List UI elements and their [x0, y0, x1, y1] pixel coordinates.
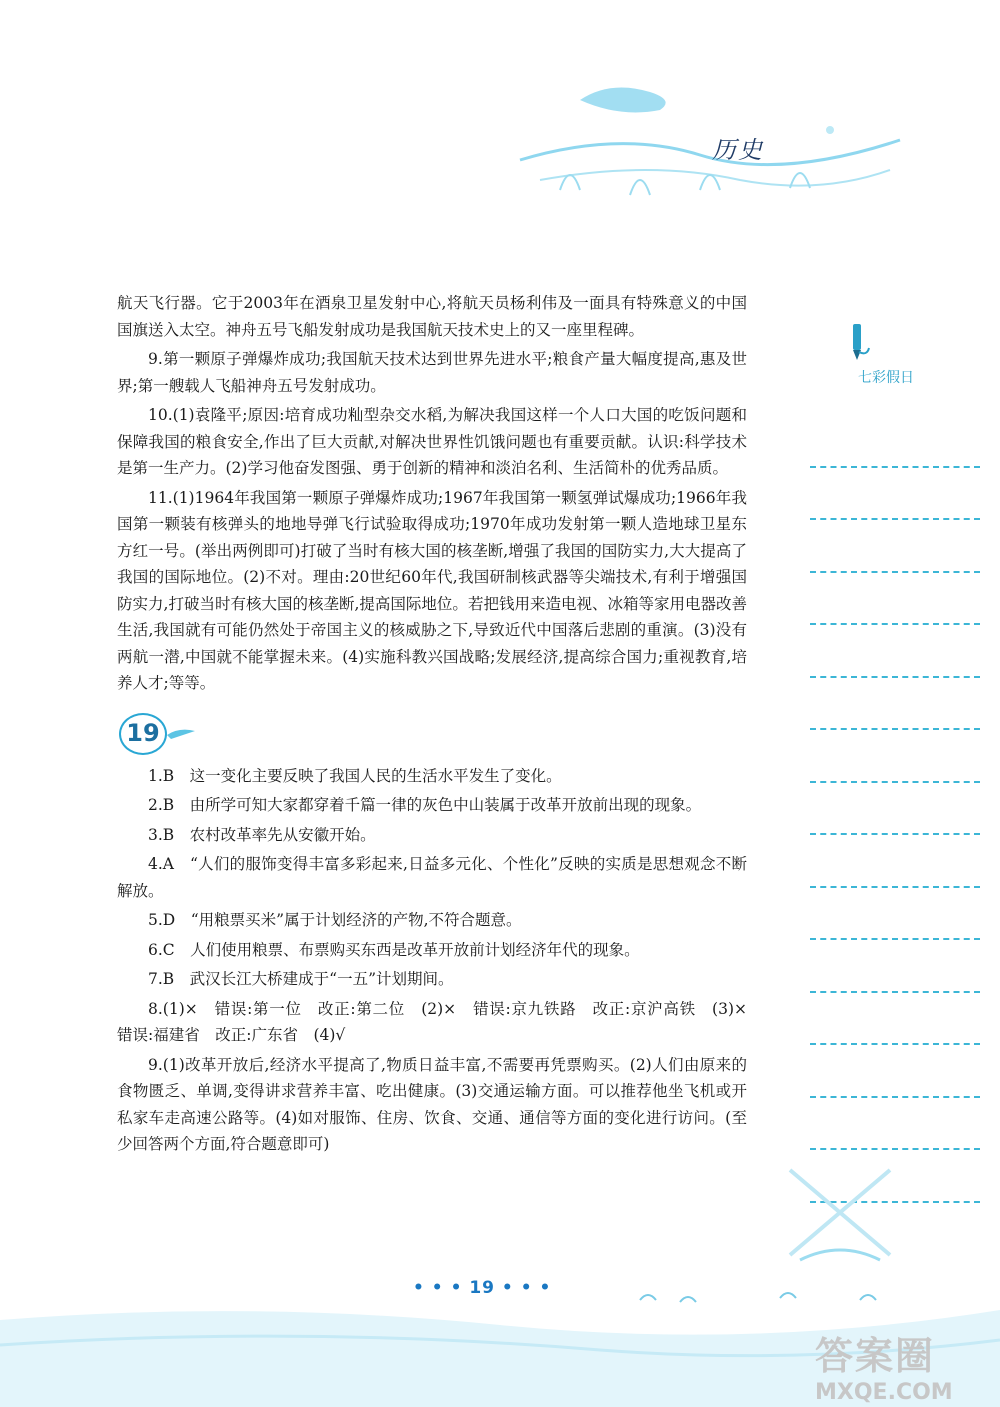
note-line	[810, 415, 980, 468]
note-line	[810, 468, 980, 521]
paragraph-continued: 航天飞行器。它于2003年在酒泉卫星发射中心,将航天员杨利伟及一面具有特殊意义的中国国旗送入太空。神舟五号飞船发射成功是我国航天技术史上的又一座里程碑。	[117, 294, 747, 339]
note-lines	[810, 415, 980, 1203]
note-line	[810, 993, 980, 1046]
note-line	[810, 888, 980, 941]
watermark	[815, 1325, 995, 1405]
answer-item: 4.A “人们的服饰变得丰富多彩起来,日益多元化、个性化”反映的实质是思想观念不断解放。	[117, 855, 747, 900]
corner-decoration	[780, 1160, 900, 1270]
watermark-url: MXQE.COM	[815, 1380, 953, 1405]
note-line	[810, 625, 980, 678]
note-line	[810, 1045, 980, 1098]
note-line	[810, 1098, 980, 1151]
page-number: • • • 19 • • •	[413, 1278, 552, 1298]
section-19-badge	[119, 713, 747, 755]
answer-item: 5.D “用粮票买米”属于计划经济的产物,不符合题意。	[148, 911, 522, 929]
note-line	[810, 940, 980, 993]
watermark-title: 答案圈	[815, 1334, 936, 1378]
answer-item: 7.B 武汉长江大桥建成于“一五”计划期间。	[148, 970, 454, 988]
note-line	[810, 573, 980, 626]
answer-item: 6.C 人们使用粮票、布票购买东西是改革开放前计划经济年代的现象。	[148, 940, 640, 959]
note-line	[810, 520, 980, 573]
answer-item: 1.B 这一变化主要反映了我国人民的生活水平发生了变化。	[148, 766, 562, 785]
pencil-icon	[845, 322, 871, 362]
answer-item: 9.(1)改革开放后,经济水平提高了,物质日益丰富,不需要再凭票购买。(2)人们由原来的食物匮乏、单调,变得讲求营养丰富、吃出健康。(3)交通运输方面。可以推荐他坐飞机或开私家车走高速公路等。(4)如对服饰、住房、饮食、交通、通信等方面的变化进行访问。(至少回答两个方面,符合题意即可)	[117, 1055, 747, 1153]
answer-10: 10.(1)袁隆平;原因:培育成功籼型杂交水稻,为解决我国这样一个人口大国的吃饭问题和保障我国的粮食安全,作出了巨大贡献,对解决世界性饥饿问题也有重要贡献。认识:科学技术是第一生产力。(2)学习他奋发图强、勇于创新的精神和淡泊名利、生活简朴的优秀品质。	[117, 406, 747, 477]
sidebar-label: 七彩假日	[858, 370, 914, 386]
answer-item: 2.B 由所学可知大家都穿着千篇一律的灰色中山装属于改革开放前出现的现象。	[148, 796, 702, 814]
note-line	[810, 835, 980, 888]
answer-11: 11.(1)1964年我国第一颗原子弹爆炸成功;1967年我国第一颗氢弹试爆成功;1966年我国第一颗装有核弹头的地地导弹飞行试验取得成功;1970年成功发射第一颗人造地球卫星东方红一号。(举出两例即可)打破了当时有核大国的核垄断,增强了我国的国防实力,大大提高了我国的国际地位。(2)不对。理由:20世纪60年代,我国研制核武器等尖端技术,有利于增强国防实力,打破当时有核大国的核垄断,提高国际地位。若把钱用来造电视、冰箱等家用电器改善生活,我国就有可能仍然处于帝国主义的核威胁之下,导致近代中国落后悲剧的重演。(3)没有两航一潜,中国就不能掌握未来。(4)实施科教兴国战略;发展经济,提高综合国力;重视教育,培养人才;等等。	[117, 488, 747, 692]
note-line	[810, 678, 980, 731]
note-line	[810, 730, 980, 783]
main-content	[117, 290, 763, 1161]
section-number: 19	[119, 713, 167, 755]
subject-title: 历史	[712, 136, 764, 164]
note-line	[810, 783, 980, 836]
answer-item: 3.B 农村改革率先从安徽开始。	[148, 825, 376, 844]
badge-tail-icon	[167, 727, 197, 741]
answer-item: 8.(1)× 错误:第一位 改正:第二位 (2)× 错误:京九铁路 改正:京沪高铁 (3)× 错误:福建省 改正:广东省 (4)√	[117, 999, 763, 1044]
header-decoration	[500, 70, 920, 230]
answer-9: 9.第一颗原子弹爆炸成功;我国航天技术达到世界先进水平;粮食产量大幅度提高,惠及世界;第一艘载人飞船神舟五号发射成功。	[117, 350, 747, 395]
